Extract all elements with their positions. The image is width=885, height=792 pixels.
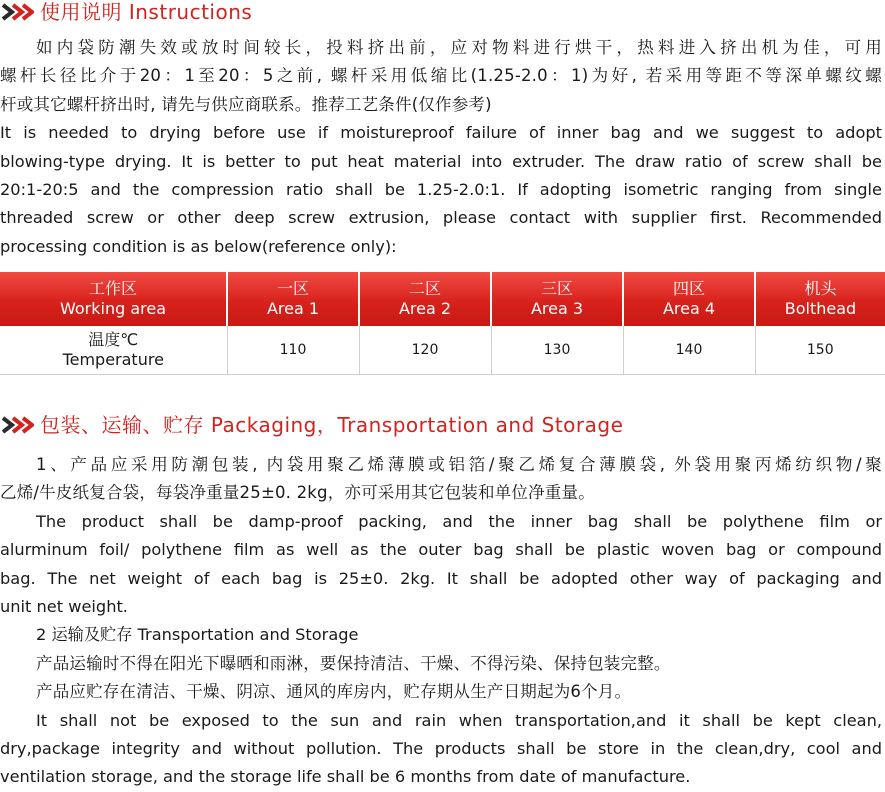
- instructions-heading: [0, 0, 252, 24]
- header-area-1: [227, 272, 359, 326]
- header-area-4: [623, 272, 755, 326]
- item2-title: 2 运输及贮存 Transportation and Storage: [36, 625, 359, 645]
- paragraph-line: It shall not be exposed to the sun and rain when transportation,and it shall be kept clean,: [36, 710, 882, 730]
- double-chevron-right-icon: [0, 415, 34, 435]
- header-label-en: Area 3: [530, 299, 584, 318]
- header-label-en: Area 4: [662, 299, 716, 318]
- paragraph-line: The product shall be damp-proof packing, and the inner bag shall be polythene film or: [36, 511, 882, 531]
- header-label-en: Working area: [59, 299, 167, 318]
- paragraph-line: 杆或其它螺杆挤出时, 请先与供应商联系。推荐工艺条件(仅作参考): [0, 94, 492, 114]
- paragraph-line: 乙烯/牛皮纸复合袋，每袋净重量25±0. 2kg，亦可采用其它包装和单位净重量。: [0, 483, 595, 503]
- temperature-area-2: 120: [359, 326, 491, 375]
- row-label-en: Temperature: [62, 350, 164, 369]
- paragraph-line: threaded screw or other deep screw extrusion, please contact with supplier first. Recommended: [0, 208, 882, 228]
- paragraph-line: 螺杆长径比介于20：1至20：5之前, 螺杆采用低缩比(1.25-2.0：1)为好, 若采用等距不等深单螺纹螺: [0, 66, 882, 86]
- paragraph-line: 20:1-20:5 and the compression ratio shall be 1.25-2.0:1. If adopting isometric ranging from single: [0, 179, 882, 199]
- processing-condition-table: [0, 272, 885, 375]
- paragraph-line: 产品应贮存在清洁、干燥、阴凉、通风的库房内，贮存期从生产日期起为6个月。: [36, 682, 632, 702]
- row-label-zh: 温度℃: [88, 330, 139, 349]
- row-label-temperature: [0, 326, 227, 375]
- double-chevron-right-icon: [0, 2, 34, 22]
- header-bolthead: [755, 272, 885, 326]
- header-label-en: Area 1: [266, 299, 320, 318]
- paragraph-line: unit net weight.: [0, 596, 128, 616]
- paragraph-line: It is needed to drying before use if moistureproof failure of inner bag and we suggest to adopt: [0, 123, 882, 143]
- temperature-area-1: 110: [227, 326, 359, 375]
- paragraph-line: bag. The net weight of each bag is 25±0. 2kg. It shall be adopted other way of packaging and: [0, 568, 882, 588]
- packaging-heading: [0, 413, 623, 437]
- paragraph-line: dry,package integrity and without pollution. The products shall be store in the clean,dry, cool and: [0, 738, 882, 758]
- paragraph-line: blowing-type drying. It is better to put heat material into extruder. The draw ratio of screw shall be: [0, 151, 882, 171]
- header-label-en: Bolthead: [784, 299, 857, 318]
- header-label-en: Area 2: [398, 299, 452, 318]
- instructions-body: [0, 34, 885, 261]
- table-row: [0, 326, 885, 375]
- header-area-3: [491, 272, 623, 326]
- paragraph-line: 如内袋防潮失效或放时间较长，投料挤出前，应对物料进行烘干，热料进入挤出机为佳，可用: [36, 38, 882, 57]
- header-label-zh: 二区: [408, 279, 441, 298]
- temperature-area-3: 130: [491, 326, 623, 375]
- packaging-title: 包装、运输、贮存 Packaging，Transportation and Storage: [40, 413, 624, 437]
- temperature-area-4: 140: [623, 326, 755, 375]
- paragraph-line: 1、产品应采用防潮包装, 内袋用聚乙烯薄膜或铝箔/聚乙烯复合薄膜袋, 外袋用聚丙烯纺织物/聚: [36, 455, 882, 474]
- header-label-zh: 工作区: [88, 279, 137, 298]
- header-label-zh: 机头: [804, 279, 837, 298]
- header-working-area: [0, 272, 227, 326]
- header-label-zh: 一区: [276, 279, 309, 298]
- table-header-row: [0, 272, 885, 326]
- header-area-2: [359, 272, 491, 326]
- header-label-zh: 三区: [540, 279, 573, 298]
- paragraph-line: ventilation storage, and the storage life shall be 6 months from date of manufacture.: [0, 767, 691, 787]
- instructions-title: 使用说明 Instructions: [40, 0, 253, 24]
- temperature-bolthead: 150: [755, 326, 885, 375]
- header-label-zh: 四区: [672, 279, 705, 298]
- paragraph-line: processing condition is as below(reference only):: [0, 236, 397, 256]
- packaging-body: [0, 451, 885, 792]
- paragraph-line: 产品运输时不得在阳光下曝晒和雨淋，要保持清洁、干燥、不得污染、保持包装完整。: [36, 653, 671, 673]
- paragraph-line: alurminum foil/ polythene film as well as the outer bag shall be plastic woven bag or compound: [0, 540, 882, 560]
